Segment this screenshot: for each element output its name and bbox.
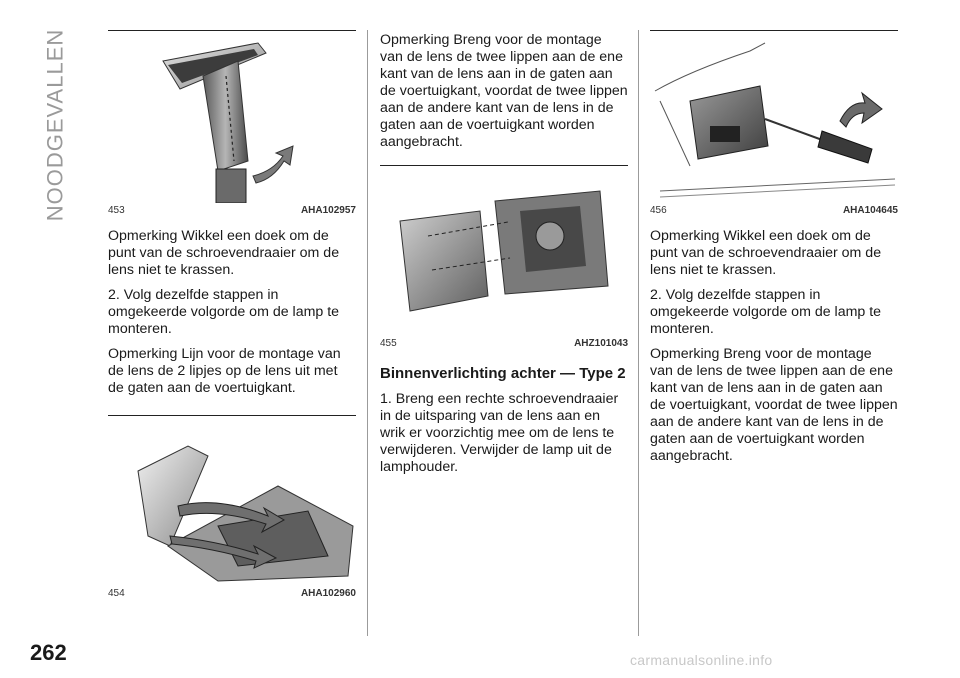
column-divider [367, 30, 368, 636]
note-paragraph: Opmerking Lijn voor de montage van de lens de 2 lipjes op de lens uit met de gaten aan de voertuigkant. [108, 346, 341, 396]
note-paragraph: Opmerking Wikkel een doek om de punt van de schroevendraaier om de lens niet te krassen. [650, 228, 882, 278]
column-1 [108, 30, 356, 599]
note-paragraph: Opmerking Breng voor de montage van de lens de twee lippen aan de ene kant van de lens aan in de gaten aan de voertuigkant, voordat de twee lippen aan de andere kant van de lens in de gaten aan de voertuigkant worden aangebracht. [650, 346, 898, 464]
figure-454 [108, 415, 356, 599]
figure-code: AHZ101043 [574, 338, 628, 349]
figure-456 [650, 30, 898, 216]
figure-code: AHA104645 [842, 205, 898, 216]
note-paragraph: Opmerking Breng voor de montage van de lens de twee lippen aan de ene kant van de lens aan in de gaten aan de voertuigkant, voordat de twee lippen aan de andere kant van de lens in de gaten aan de voertuigkant worden aangebracht. [380, 32, 628, 150]
figure-456-caption [650, 203, 898, 216]
figure-456-illustration [650, 31, 898, 203]
figure-455 [380, 165, 628, 349]
chapter-side-tab [30, 30, 80, 220]
figure-454-illustration [108, 416, 356, 586]
figure-453-illustration [108, 31, 356, 203]
figure-number: 455 [380, 338, 397, 349]
figure-455-illustration [380, 166, 628, 336]
figure-453-caption [108, 203, 356, 216]
column-divider [638, 30, 639, 636]
figure-code: AHA102957 [300, 205, 356, 216]
figure-453 [108, 30, 356, 216]
column-3 [650, 30, 898, 465]
figure-number: 454 [108, 588, 125, 599]
section-heading: Binnenverlichting achter — Type 2 [380, 365, 626, 382]
figure-number: 453 [108, 205, 125, 216]
column-2 [380, 30, 628, 476]
watermark: carmanualsonline.info [630, 652, 773, 668]
figure-455-caption [380, 336, 628, 349]
step-paragraph: 2. Volg dezelfde stappen in omgekeerde volgorde om de lamp te monteren. [650, 287, 882, 337]
step-paragraph: 1. Breng een rechte schroevendraaier in de uitsparing van de lens aan en wrik er voorzichtig mee om de lens te verwijderen. Verwijder de lamp uit de lamphouder. [380, 391, 619, 475]
figure-454-caption [108, 586, 356, 599]
note-paragraph: Opmerking Wikkel een doek om de punt van de schroevendraaier om de lens niet te krassen. [108, 228, 340, 278]
page-number: 262 [30, 640, 67, 665]
step-paragraph: 2. Volg dezelfde stappen in omgekeerde volgorde om de lamp te monteren. [108, 287, 340, 337]
chapter-title: NOODGEVALLEN [42, 28, 68, 222]
figure-code: AHA102960 [300, 588, 356, 599]
figure-number: 456 [650, 205, 667, 216]
